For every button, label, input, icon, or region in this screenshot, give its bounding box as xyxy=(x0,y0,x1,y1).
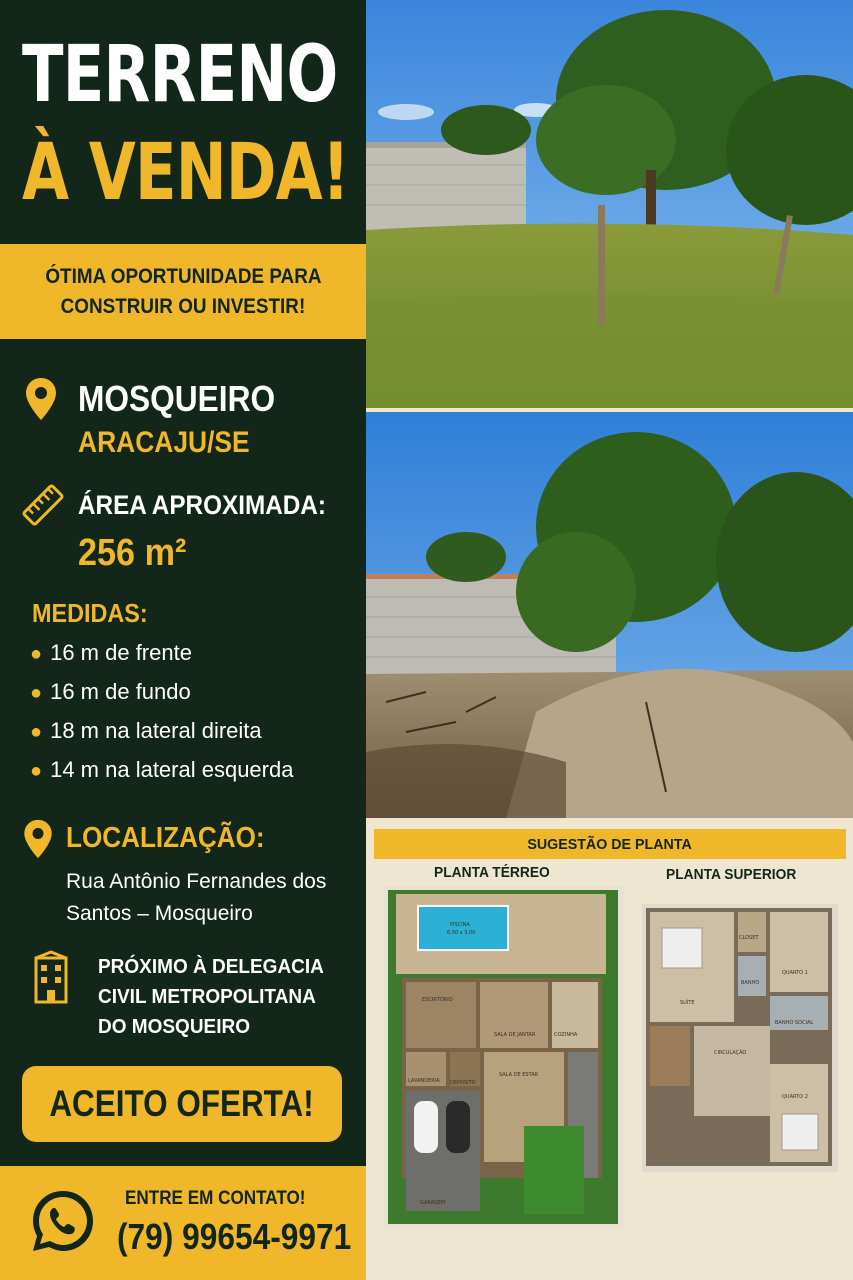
svg-text:DEPÓSITO: DEPÓSITO xyxy=(450,1080,476,1086)
svg-text:SALA DE JANTAR: SALA DE JANTAR xyxy=(494,1032,536,1038)
list-item: ● 16 m de fundo xyxy=(30,679,191,704)
area-label: ÁREA APROXIMADA: xyxy=(78,490,326,520)
svg-text:QUARTO 1: QUARTO 1 xyxy=(782,970,808,976)
title-line-1: TERRENO xyxy=(22,30,338,120)
bullet-icon: ● xyxy=(30,721,43,743)
svg-text:GARAGEM: GARAGEM xyxy=(420,1200,446,1206)
map-pin-icon xyxy=(22,818,54,860)
plan-header-label: SUGESTÃO DE PLANTA xyxy=(527,835,693,853)
measures-title: MEDIDAS: xyxy=(32,598,148,628)
ground-floor-plan xyxy=(384,886,624,1228)
contact-label: ENTRE EM CONTATO! xyxy=(125,1188,306,1209)
address-text: Rua Antônio Fernandes dos Santos – Mosqueiro xyxy=(66,870,327,925)
ruler-icon xyxy=(20,482,66,528)
map-pin-icon xyxy=(24,376,58,422)
svg-text:SALA DE ESTAR: SALA DE ESTAR xyxy=(499,1072,539,1078)
bullet-icon: ● xyxy=(30,643,43,665)
svg-text:6,00 x 3,00: 6,00 x 3,00 xyxy=(447,930,476,936)
list-item: ● 14 m na lateral esquerda xyxy=(30,757,294,782)
contact-bar[interactable] xyxy=(0,1166,390,1280)
location-city: ARACAJU/SE xyxy=(78,426,250,459)
svg-text:SUÍTE: SUÍTE xyxy=(680,1000,695,1006)
bullet-icon: ● xyxy=(30,760,43,782)
opportunity-banner xyxy=(0,244,366,339)
measures-list xyxy=(30,638,293,794)
info-panel xyxy=(0,0,366,1280)
images-panel xyxy=(366,0,853,1280)
upper-floor-plan xyxy=(642,904,838,1172)
title-line-2: À VENDA! xyxy=(22,128,349,218)
svg-text:ESCRITÓRIO: ESCRITÓRIO xyxy=(422,997,453,1003)
upper-plan-title: PLANTA SUPERIOR xyxy=(666,866,797,883)
svg-text:QUARTO 2: QUARTO 2 xyxy=(782,1094,808,1100)
land-photo-1 xyxy=(366,0,853,408)
ground-plan-title: PLANTA TÉRREO xyxy=(434,864,550,881)
svg-text:LAVANDERIA: LAVANDERIA xyxy=(408,1078,440,1084)
bullet-icon: ● xyxy=(30,682,43,704)
plan-header xyxy=(374,829,846,859)
svg-text:PISCINA: PISCINA xyxy=(450,922,470,928)
address-title: LOCALIZAÇÃO: xyxy=(66,822,265,854)
nearby-text: PRÓXIMO À DELEGACIA CIVIL METROPOLITANA DO MOSQUEIRO xyxy=(98,956,324,1038)
svg-text:CIRCULAÇÃO: CIRCULAÇÃO xyxy=(714,1050,747,1056)
svg-text:BANHO: BANHO xyxy=(741,980,760,986)
location-name: MOSQUEIRO xyxy=(78,378,276,419)
svg-text:BANHO SOCIAL: BANHO SOCIAL xyxy=(775,1020,814,1026)
list-item: ● 18 m na lateral direita xyxy=(30,718,262,743)
svg-text:CLOSET: CLOSET xyxy=(739,935,759,941)
contact-phone[interactable]: (79) 99654-9971 xyxy=(117,1216,352,1257)
accept-offer-button[interactable] xyxy=(22,1066,342,1142)
banner-line-2: CONSTRUIR OU INVESTIR! xyxy=(60,294,306,318)
list-item: ● 16 m de frente xyxy=(30,640,192,665)
svg-text:COZINHA: COZINHA xyxy=(554,1032,578,1038)
banner-line-1: ÓTIMA OPORTUNIDADE PARA xyxy=(44,264,322,288)
whatsapp-icon[interactable] xyxy=(28,1186,98,1256)
land-photo-2 xyxy=(366,412,853,818)
area-value: 256 m² xyxy=(78,532,187,574)
building-icon xyxy=(30,950,72,1004)
accept-offer-label: ACEITO OFERTA! xyxy=(49,1083,315,1124)
